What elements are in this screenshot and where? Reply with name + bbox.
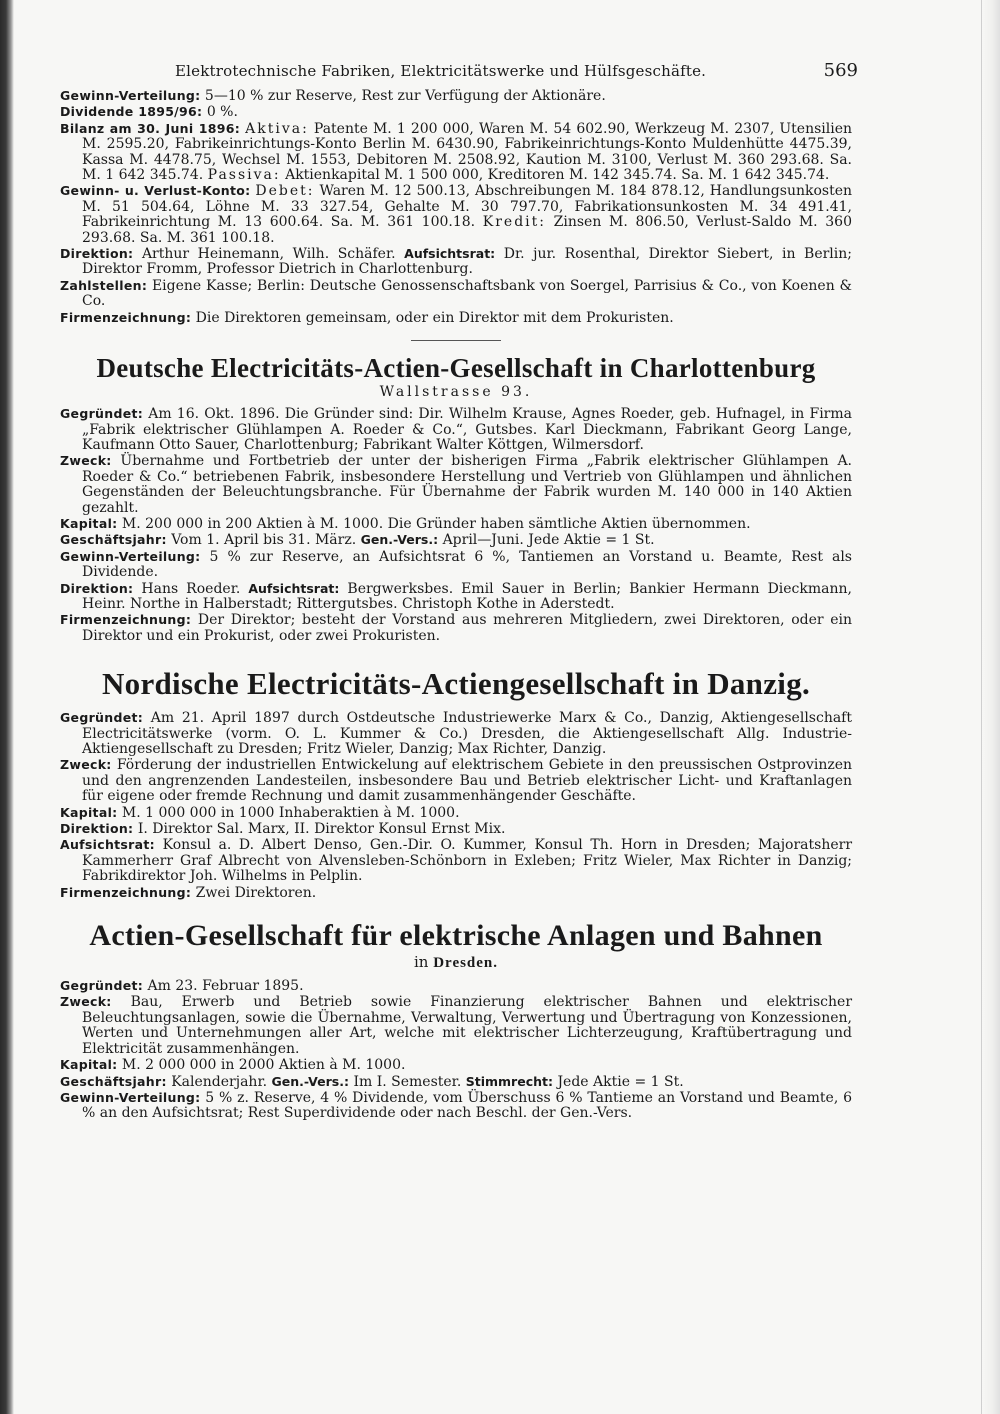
- entry-text: 5 % zur Reserve, an Aufsichtsrat 6 %, Tantiemen an Vorstand u. Beamte, Rest als Dividende.: [82, 548, 852, 581]
- entry-label: Zweck:: [60, 757, 112, 773]
- entry-text: Eigene Kasse; Berlin: Deutsche Genossenschaftsbank von Soergel, Parrisius & Co., von Koenen & Co.: [82, 277, 852, 310]
- company-location: [60, 953, 852, 972]
- entry-label: Dividende 1895/96:: [60, 104, 203, 120]
- page-binding-edge: [0, 0, 14, 1414]
- running-head: [60, 58, 858, 88]
- passiva-word: Passiva:: [207, 167, 281, 184]
- entry-label: Direktion:: [60, 821, 134, 837]
- entry-gewinn-verteilung: [60, 88, 852, 104]
- company-heading: Deutsche Electricitäts-Actien-Gesellschaft in Charlottenburg: [96, 353, 816, 384]
- entry-text: Zwei Direktoren.: [195, 884, 317, 901]
- kredit-word: Kredit:: [482, 214, 546, 231]
- section-dresden: [60, 919, 852, 1122]
- entry-text: M. 200 000 in 200 Aktien à M. 1000. Die Gründer haben sämtliche Aktien übernommen.: [121, 515, 751, 532]
- entry-direktion: [60, 246, 852, 278]
- entry-kapital: [60, 805, 852, 821]
- entry-text: Vom 1. April bis 31. März.: [171, 532, 357, 549]
- entry-label: Gewinn- u. Verlust-Konto:: [60, 183, 251, 199]
- entry-kapital: [60, 516, 852, 532]
- entry-label: Gegründet:: [60, 978, 144, 994]
- entry-text: Am 21. April 1897 durch Ostdeutsche Industriewerke Marx & Co., Danzig, Aktiengesellschaft Electricitätswerke (vorm. O. L. Kummer & Co.) Dresden, die Aktiengesellschaft Allg. Industrie-Aktiengesellschaft zu Dresden; Fritz Wieler, Danzig; Max Richter, Danzig.: [82, 710, 852, 757]
- entry-label: Geschäftsjahr:: [60, 532, 167, 548]
- entry-direktion: [60, 581, 852, 613]
- aufsichtsrat-label: Aufsichtsrat:: [248, 580, 340, 596]
- entry-text: Förderung der industriellen Entwickelung auf elektrischem Gebiete in den preussischen Ostprovinzen und den angrenzenden Landesteilen, insbesondere Bau und Betrieb elektrischer Licht- und Kraftanlagen für eigene oder fremde Rechnung und damit zusammenhängender Geschäfte.: [82, 757, 853, 805]
- entry-gegruendet: [60, 978, 852, 994]
- entry-label: Gewinn-Verteilung:: [60, 548, 201, 564]
- entry-dividende: [60, 104, 852, 120]
- entry-text: 5 % z. Reserve, 4 % Dividende, vom Überschuss 6 % Tantieme an Vorstand und Beamte, 6 % an den Aufsichtsrat; Rest Superdividende oder nach Beschl. der Gen.-Vers.: [82, 1089, 853, 1122]
- entry-zweck: [60, 994, 852, 1057]
- entry-label: Zweck:: [60, 453, 112, 469]
- entry-zahlstellen: [60, 278, 852, 310]
- entry-label: Direktion:: [60, 580, 134, 596]
- genvers-label: Gen.-Vers.:: [360, 532, 439, 548]
- aktiva-word: Aktiva:: [245, 120, 309, 137]
- entry-gewinn-verteilung: [60, 549, 852, 581]
- entry-text-2: Zinsen M. 806.50, Verlust-Saldo M. 360 293.68. Sa. M. 361 100.18.: [82, 214, 852, 246]
- entry-label: Direktion:: [60, 246, 134, 262]
- entry-label: Gewinn-Verteilung:: [60, 88, 201, 103]
- entry-text: Bau, Erwerb und Betrieb sowie Finanzierung elektrischer Bahnen und elektrischer Beleuchtungsanlagen, sowie die Übernahme, Verwaltung, Verwertung und Übertragung von Konzessionen, Werten und Unternehmungen aller Art, welche mit elektrischer Lichterzeugung, Kraftübertragung und Elektricität zusammenhängen.: [82, 994, 853, 1057]
- entry-label: Aufsichtsrat:: [60, 837, 155, 853]
- entry-text: 5—10 % zur Reserve, Rest zur Verfügung der Aktionäre.: [204, 88, 606, 104]
- entry-text: I. Direktor Sal. Marx, II. Direktor Konsul Ernst Mix.: [137, 821, 506, 838]
- entry-label: Firmenzeichnung:: [60, 884, 192, 900]
- entry-label: Kapital:: [60, 804, 118, 820]
- entry-text-2: Aktienkapital M. 1 500 000, Kreditoren M. 142 345.74. Sa. M. 1 642 345.74.: [285, 167, 830, 184]
- entry-aufsichtsrat: [60, 837, 852, 884]
- entry-text: 0 %.: [206, 104, 238, 121]
- entry-gewinn-verlust-konto: [60, 183, 852, 246]
- genvers-text: Im I. Semester.: [353, 1073, 462, 1090]
- entry-label: Firmenzeichnung:: [60, 612, 192, 628]
- page-right-edge: [981, 0, 1000, 1414]
- entry-text: Patente M. 1 200 000, Waren M. 54 602.90, Werkzeug M. 2307, Utensilien M. 2595.20, Fabrikeinrichtungs-Konto Berlin M. 6430.90, Fabrikeinrichtungs-Konto Muldenhütte 4475.39, Kassa M. 4478.75, Wechsel M. 1553, Debitoren M. 2508.92, Kaution M. 3100, Verlust M. 360 293.68. Sa. M. 1 642 345.74.: [82, 120, 853, 184]
- entry-gegruendet: [60, 406, 852, 453]
- top-section: [60, 88, 852, 326]
- entry-text: Konsul a. D. Albert Denso, Gen.-Dir. O. Kummer, Konsul Th. Horn in Dresden; Majoratsherr Kammerherr Graf Albrecht von Alvensleben-Schönborn in Exleben; Fritz Wieler, Max Richter in Danzig; Fabrikdirektor Joh. Wilhelms in Pelplin.: [82, 837, 853, 885]
- entry-text: Übernahme und Fortbetrieb der unter der bisherigen Firma „Fabrik elektrischer Glühlampen A. Roeder & Co.“ betriebenen Fabrik, insbesondere Herstellung und Vertrieb von Glühlampen und ähnlichen Gegenständen der Beleuchtungsbranche. Für Übernahme der Fabrik wurden M. 140 000 in 140 Aktien gezahlt.: [82, 453, 853, 516]
- entry-label: Zweck:: [60, 994, 112, 1010]
- company-heading: Actien-Gesellschaft für elektrische Anlagen und Bahnen: [89, 919, 823, 953]
- section-divider: [411, 340, 501, 341]
- entry-gegruendet: [60, 710, 852, 757]
- entry-firmenzeichnung: [60, 310, 852, 326]
- entry-text: Die Direktoren gemeinsam, oder ein Direktor mit dem Prokuristen.: [195, 309, 674, 326]
- entry-label: Zahlstellen:: [60, 277, 148, 293]
- entry-kapital: [60, 1057, 852, 1073]
- genvers-text: April—Juni. Jede Aktie = 1 St.: [442, 532, 655, 549]
- aufsichtsrat-text: Dr. jur. Rosenthal, Direktor Siebert, in Berlin; Direktor Fromm, Professor Dietrich in Charlottenburg.: [82, 246, 852, 278]
- entry-firmenzeichnung: [60, 612, 852, 644]
- location-city: Dresden.: [433, 955, 499, 972]
- entry-text: M. 2 000 000 in 2000 Aktien à M. 1000.: [121, 1057, 406, 1074]
- debet-word: Debet:: [255, 183, 315, 200]
- entry-text: Waren M. 12 500.13, Abschreibungen M. 184 878.12, Handlungsunkosten M. 51 504.64, Löhne M. 33 327.54, Gehalte M. 30 797.70, Fabrikationsunkosten M. 34 491.41, Fabrikeinrichtung M. 13 600.64. Sa. M. 361 100.18.: [82, 183, 853, 231]
- entry-text: Am 16. Okt. 1896. Die Gründer sind: Dir. Wilhelm Krause, Agnes Roeder, geb. Hufnagel, in Firma „Fabrik elektrischer Glühlampen A. Roeder & Co.“, Gutsbes. Karl Dieckmann, Fabrikant Georg Lange, Kaufmann Otto Sauer, Charlottenburg; Fabrikant Walter Köttgen, Wilmersdorf.: [82, 406, 852, 453]
- entry-label: Firmenzeichnung:: [60, 309, 192, 325]
- entry-firmenzeichnung: [60, 885, 852, 901]
- company-heading: Nordische Electricitäts-Actiengesellschaft in Danzig.: [101, 666, 811, 702]
- stimmrecht-text: Jede Aktie = 1 St.: [557, 1073, 684, 1090]
- document-page: [60, 58, 858, 1122]
- section-danzig: [60, 666, 852, 901]
- stimmrecht-label: Stimmrecht:: [465, 1073, 553, 1089]
- entry-label: Kapital:: [60, 1057, 118, 1073]
- entry-text: Am 23. Februar 1895.: [147, 978, 304, 995]
- entry-label: Gegründet:: [60, 710, 144, 726]
- company-address: Wallstrasse 93.: [379, 384, 533, 401]
- entry-label: Gegründet:: [60, 406, 144, 422]
- entry-gewinn-verteilung: [60, 1090, 852, 1122]
- entry-zweck: [60, 453, 852, 516]
- aufsichtsrat-text: Bergwerksbes. Emil Sauer in Berlin; Bankier Hermann Dieckmann, Heinr. Northe in Halberstadt; Rittergutsbes. Christoph Kothe in Aderstedt.: [82, 580, 852, 612]
- page-number: 569: [823, 60, 858, 81]
- entry-geschaeftsjahr: [60, 532, 852, 548]
- location-prefix: in: [413, 953, 429, 972]
- section-charlottenburg: [60, 353, 852, 644]
- entry-direktion: [60, 821, 852, 837]
- running-head-title: Elektrotechnische Fabriken, Elektricitätswerke und Hülfsgeschäfte.: [175, 62, 707, 80]
- entry-label: Gewinn-Verteilung:: [60, 1089, 201, 1105]
- entry-geschaeftsjahr: [60, 1074, 852, 1090]
- entry-text: M. 1 000 000 in 1000 Inhaberaktien à M. 1000.: [121, 804, 460, 821]
- entry-bilanz: [60, 121, 852, 184]
- entry-zweck: [60, 757, 852, 804]
- genvers-label: Gen.-Vers.:: [271, 1073, 349, 1089]
- entry-label: Bilanz am 30. Juni 1896:: [60, 120, 241, 136]
- entry-label: Kapital:: [60, 515, 118, 531]
- aufsichtsrat-label: Aufsichtsrat:: [404, 246, 496, 262]
- entry-label: Geschäftsjahr:: [60, 1073, 167, 1089]
- entry-text: Kalenderjahr.: [171, 1073, 268, 1090]
- entry-text: Arthur Heinemann, Wilh. Schäfer.: [141, 246, 396, 263]
- entry-text: Der Direktor; besteht der Vorstand aus mehreren Mitgliedern, zwei Direktoren, oder ein Direktor und ein Prokurist, oder zwei Prokuristen.: [82, 612, 852, 644]
- entry-text: Hans Roeder.: [141, 580, 241, 597]
